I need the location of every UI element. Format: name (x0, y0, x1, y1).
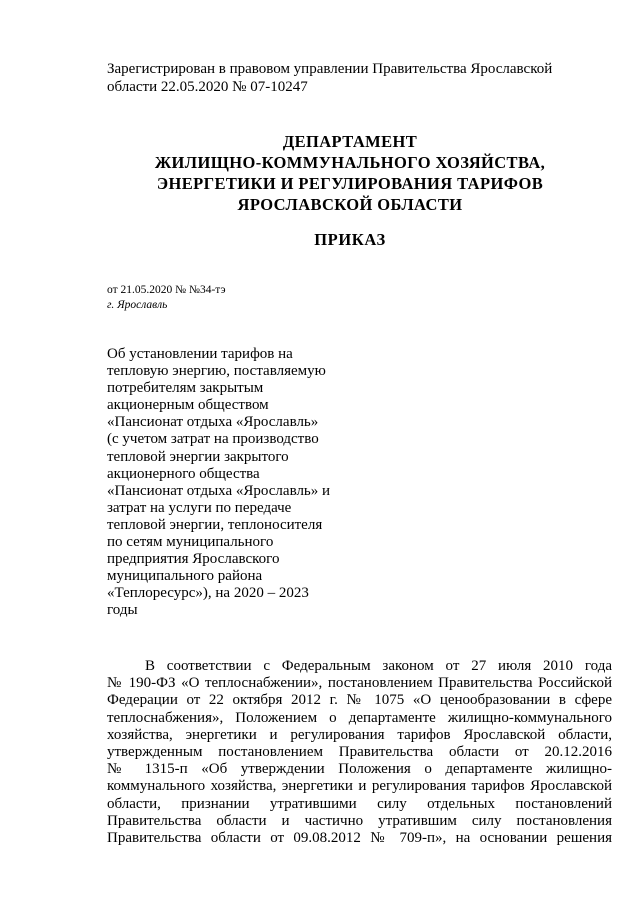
subject-line: (с учетом затрат на производство (107, 431, 319, 448)
body-line: утвержденным постановлением Правительства области от 20.12.2016 (107, 744, 612, 761)
subject-line: Об установлении тарифов на (107, 346, 293, 362)
subject-line: акционерным обществом (107, 397, 269, 414)
body-line: хозяйства, энергетики и регулирования тарифов Ярославской области, (107, 726, 612, 743)
body-line: коммунального хозяйства, энергетики и регулирования тарифов Ярославской (107, 778, 612, 795)
heading-line-1: ДЕПАРТАМЕНТ (282, 132, 418, 151)
body-line: Правительства области от 09.08.2012 № 709-п», на основании решения (107, 830, 612, 847)
subject-line: «Пансионат отдыха «Ярославль» и (107, 482, 331, 499)
subject-line: муниципального района (107, 568, 263, 585)
order-date-number: от 21.05.2020 № №34-тэ (107, 284, 226, 296)
registration-note (107, 60, 577, 96)
subject-line: затрат на услуги по передаче (107, 499, 292, 516)
order-city: г. Ярославль (107, 299, 168, 311)
heading-line-2: ЖИЛИЩНО-КОММУНАЛЬНОГО ХОЗЯЙСТВА, (154, 153, 546, 172)
body-line: Правительства области и частично утратившим силу постановления (107, 812, 612, 829)
body-line: № 1315-п «Об утверждении Положения о департаменте жилищно- (107, 761, 612, 778)
body-line: № 190-ФЗ «О теплоснабжении», постановлением Правительства Российской (107, 675, 612, 692)
order-meta (107, 283, 226, 313)
registration-line-2: области 22.05.2020 № 07-10247 (107, 79, 308, 95)
subject-line: потребителям закрытым (107, 380, 264, 397)
order-title: ПРИКАЗ (314, 230, 386, 249)
heading-line-3: ЭНЕРГЕТИКИ И РЕГУЛИРОВАНИЯ ТАРИФОВ (156, 174, 544, 193)
subject-line: «Теплоресурс»), на 2020 – 2023 (107, 585, 309, 602)
body-line: Федерации от 22 октября 2012 г. № 1075 «О ценообразовании в сфере (107, 692, 612, 709)
subject-line: «Пансионат отдыха «Ярославль» (107, 414, 319, 431)
subject-line: тепловую энергию, поставляемую (107, 363, 326, 380)
subject-line: годы (107, 602, 138, 619)
body-line: области, признании утратившими силу отдельных постановлений (107, 795, 612, 812)
registration-line-1: Зарегистрирован в правовом управлении Правительства Ярославской (107, 61, 553, 77)
subject-line: по сетям муниципального (107, 534, 274, 551)
body-line: В соответствии с Федеральным законом от 27 июля 2010 года (145, 658, 612, 674)
subject-line: тепловой энергии закрытого (107, 448, 289, 465)
department-heading (100, 131, 600, 215)
subject-line: предприятия Ярославского (107, 551, 280, 568)
subject-line: акционерного общества (107, 465, 260, 482)
order-subject (107, 346, 367, 620)
body-line: теплоснабжения», Положением о департаменте жилищно-коммунального (107, 709, 612, 726)
body-paragraph (107, 658, 612, 847)
heading-line-4: ЯРОСЛАВСКОЙ ОБЛАСТИ (237, 195, 463, 214)
subject-line: тепловой энергии, теплоносителя (107, 516, 323, 533)
